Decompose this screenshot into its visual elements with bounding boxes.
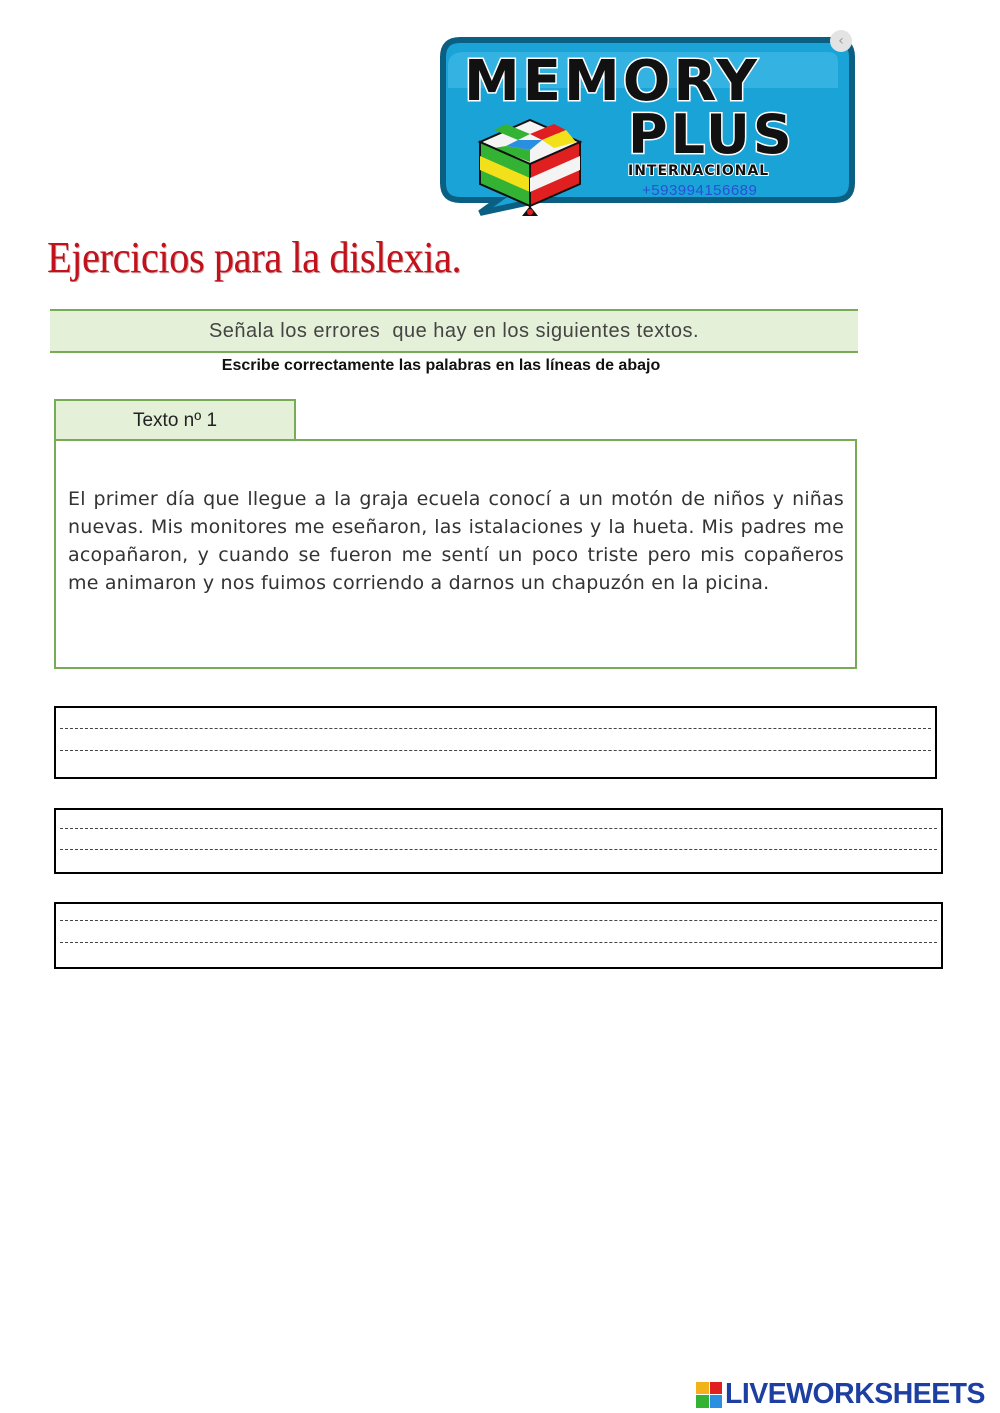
answer-box-2[interactable]	[54, 808, 943, 874]
liveworksheets-footer[interactable]	[696, 1378, 990, 1411]
liveworksheets-brand: LIVEWORKSHEETS	[725, 1378, 986, 1410]
subinstruction-text: Escribe correctamente las palabras en las líneas de abajo	[221, 357, 661, 374]
dashed-line	[60, 920, 937, 921]
dashed-line	[60, 849, 937, 850]
instruction-text: Señala los errores que hay en los siguientes textos.	[208, 319, 700, 342]
page-title: Ejercicios para la dislexia.	[47, 233, 462, 282]
logo-phone-number: +593994156689	[642, 182, 758, 199]
text-tab-label: Texto nº 1	[54, 399, 296, 440]
passage-text: El primer día que llegue a la graja ecuela conocí a un motón de niños y niñas nuevas. Mis monitores me eseñaron, las istalaciones y la hueta. Mis padres me acopañaron, y cuando se fueron me sentí un poco triste pero mis copañeros me animaron y nos fuimos corriendo a darnos un chapuzón en la picina.	[68, 488, 844, 594]
answer-box-3[interactable]	[54, 902, 943, 969]
logo-plus-text: PLUS	[628, 103, 795, 166]
dashed-line	[60, 750, 931, 751]
liveworksheets-logo-icon	[696, 1382, 722, 1408]
instruction-band	[50, 309, 858, 353]
answer-box-1[interactable]	[54, 706, 937, 779]
dashed-line	[60, 728, 931, 729]
logo-memory-text: MEMORY	[464, 49, 760, 114]
dashed-line	[60, 828, 937, 829]
dashed-line	[60, 942, 937, 943]
chevron-left-icon[interactable]: ‹	[830, 30, 852, 52]
passage-box	[54, 439, 857, 669]
memory-plus-logo	[420, 28, 860, 218]
logo-internacional-text: INTERNACIONAL	[628, 163, 770, 179]
